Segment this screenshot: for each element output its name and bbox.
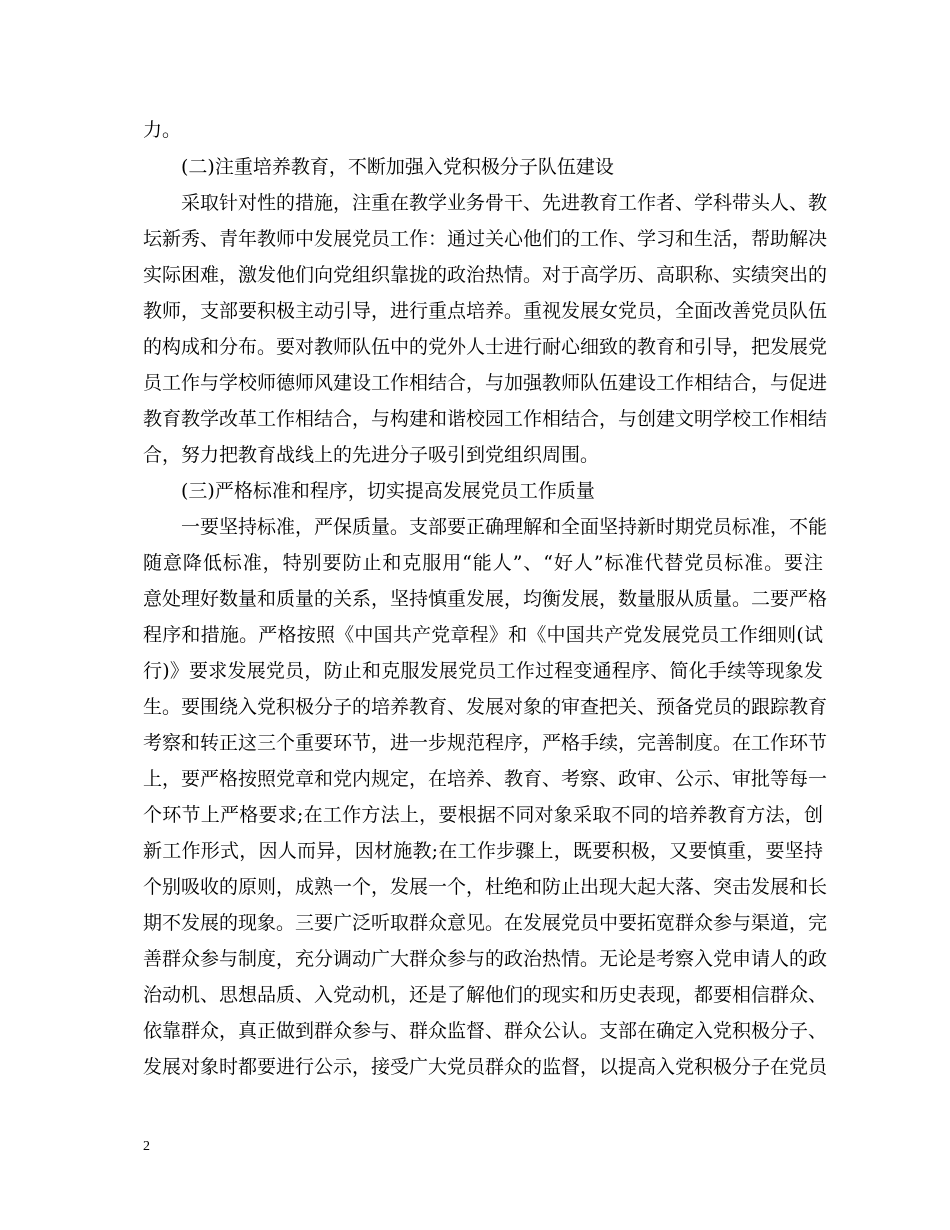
text-line: 意处理好数量和质量的关系，坚持慎重发展，均衡发展，数量服从质量。二要严格 xyxy=(143,588,828,610)
text-line: 程序和措施。严格按照《中国共产党章程》和《中国共产党发展党员工作细则(试 xyxy=(143,624,823,646)
text-line: 坛新秀、青年教师中发展党员工作：通过关心他们的工作、学习和生活，帮助解决 xyxy=(143,228,828,250)
text-line: 个环节上严格要求;在工作方法上，要根据不同对象采取不同的培养教育方法，创 xyxy=(143,804,823,826)
text-line: 生。要围绕入党积极分子的培养教育、发展对象的审查把关、预备党员的跟踪教育 xyxy=(143,696,828,718)
text-line: 随意降低标准，特别要防止和克服用“能人”、“好人”标准代替党员标准。要注 xyxy=(143,552,823,574)
text-line: 教育教学改革工作相结合，与构建和谐校园工作相结合，与创建文明学校工作相结 xyxy=(143,408,828,430)
text-line: 的构成和分布。要对教师队伍中的党外人士进行耐心细致的教育和引导，把发展党 xyxy=(143,336,828,358)
text-line: 善群众参与制度，充分调动广大群众参与的政治热情。无论是考察入党申请人的政 xyxy=(143,948,828,970)
section-heading: (二)注重培养教育，不断加强入党积极分子队伍建设 xyxy=(181,156,614,178)
text-line: 期不发展的现象。三要广泛听取群众意见。在发展党员中要拓宽群众参与渠道，完 xyxy=(143,912,828,934)
text-line: 发展对象时都要进行公示，接受广大党员群众的监督，以提高入党积极分子在党员 xyxy=(143,1056,828,1078)
text-line: 员工作与学校师德师风建设工作相结合，与加强教师队伍建设工作相结合，与促进 xyxy=(143,372,828,394)
text-line: 实际困难，激发他们向党组织靠拢的政治热情。对于高学历、高职称、实绩突出的 xyxy=(143,264,828,286)
section-heading: (三)严格标准和程序，切实提高发展党员工作质量 xyxy=(181,480,595,502)
text-line: 一要坚持标准，严保质量。支部要正确理解和全面坚持新时期党员标准，不能 xyxy=(181,516,828,538)
text-line: 力。 xyxy=(143,119,182,141)
text-line: 行)》要求发展党员，防止和克服发展党员工作过程变通程序、简化手续等现象发 xyxy=(143,660,823,682)
page-number: 2 xyxy=(143,1139,150,1154)
text-line: 治动机、思想品质、入党动机，还是了解他们的现实和历史表现，都要相信群众、 xyxy=(143,984,828,1006)
text-line: 考察和转正这三个重要环节，进一步规范程序，严格手续，完善制度。在工作环节 xyxy=(143,732,828,754)
text-line: 新工作形式，因人而异，因材施教;在工作步骤上，既要积极，又要慎重，要坚持 xyxy=(143,840,823,862)
text-line: 采取针对性的措施，注重在教学业务骨干、先进教育工作者、学科带头人、教 xyxy=(181,192,828,214)
text-line: 依靠群众，真正做到群众参与、群众监督、群众公认。支部在确定入党积极分子、 xyxy=(143,1020,828,1042)
text-line: 个别吸收的原则，成熟一个，发展一个，杜绝和防止出现大起大落、突击发展和长 xyxy=(143,876,828,898)
text-line: 上，要严格按照党章和党内规定，在培养、教育、考察、政审、公示、审批等每一 xyxy=(143,768,828,790)
text-line: 合，努力把教育战线上的先进分子吸引到党组织周围。 xyxy=(143,444,600,466)
text-line: 教师，支部要积极主动引导，进行重点培养。重视发展女党员，全面改善党员队伍 xyxy=(143,300,828,322)
